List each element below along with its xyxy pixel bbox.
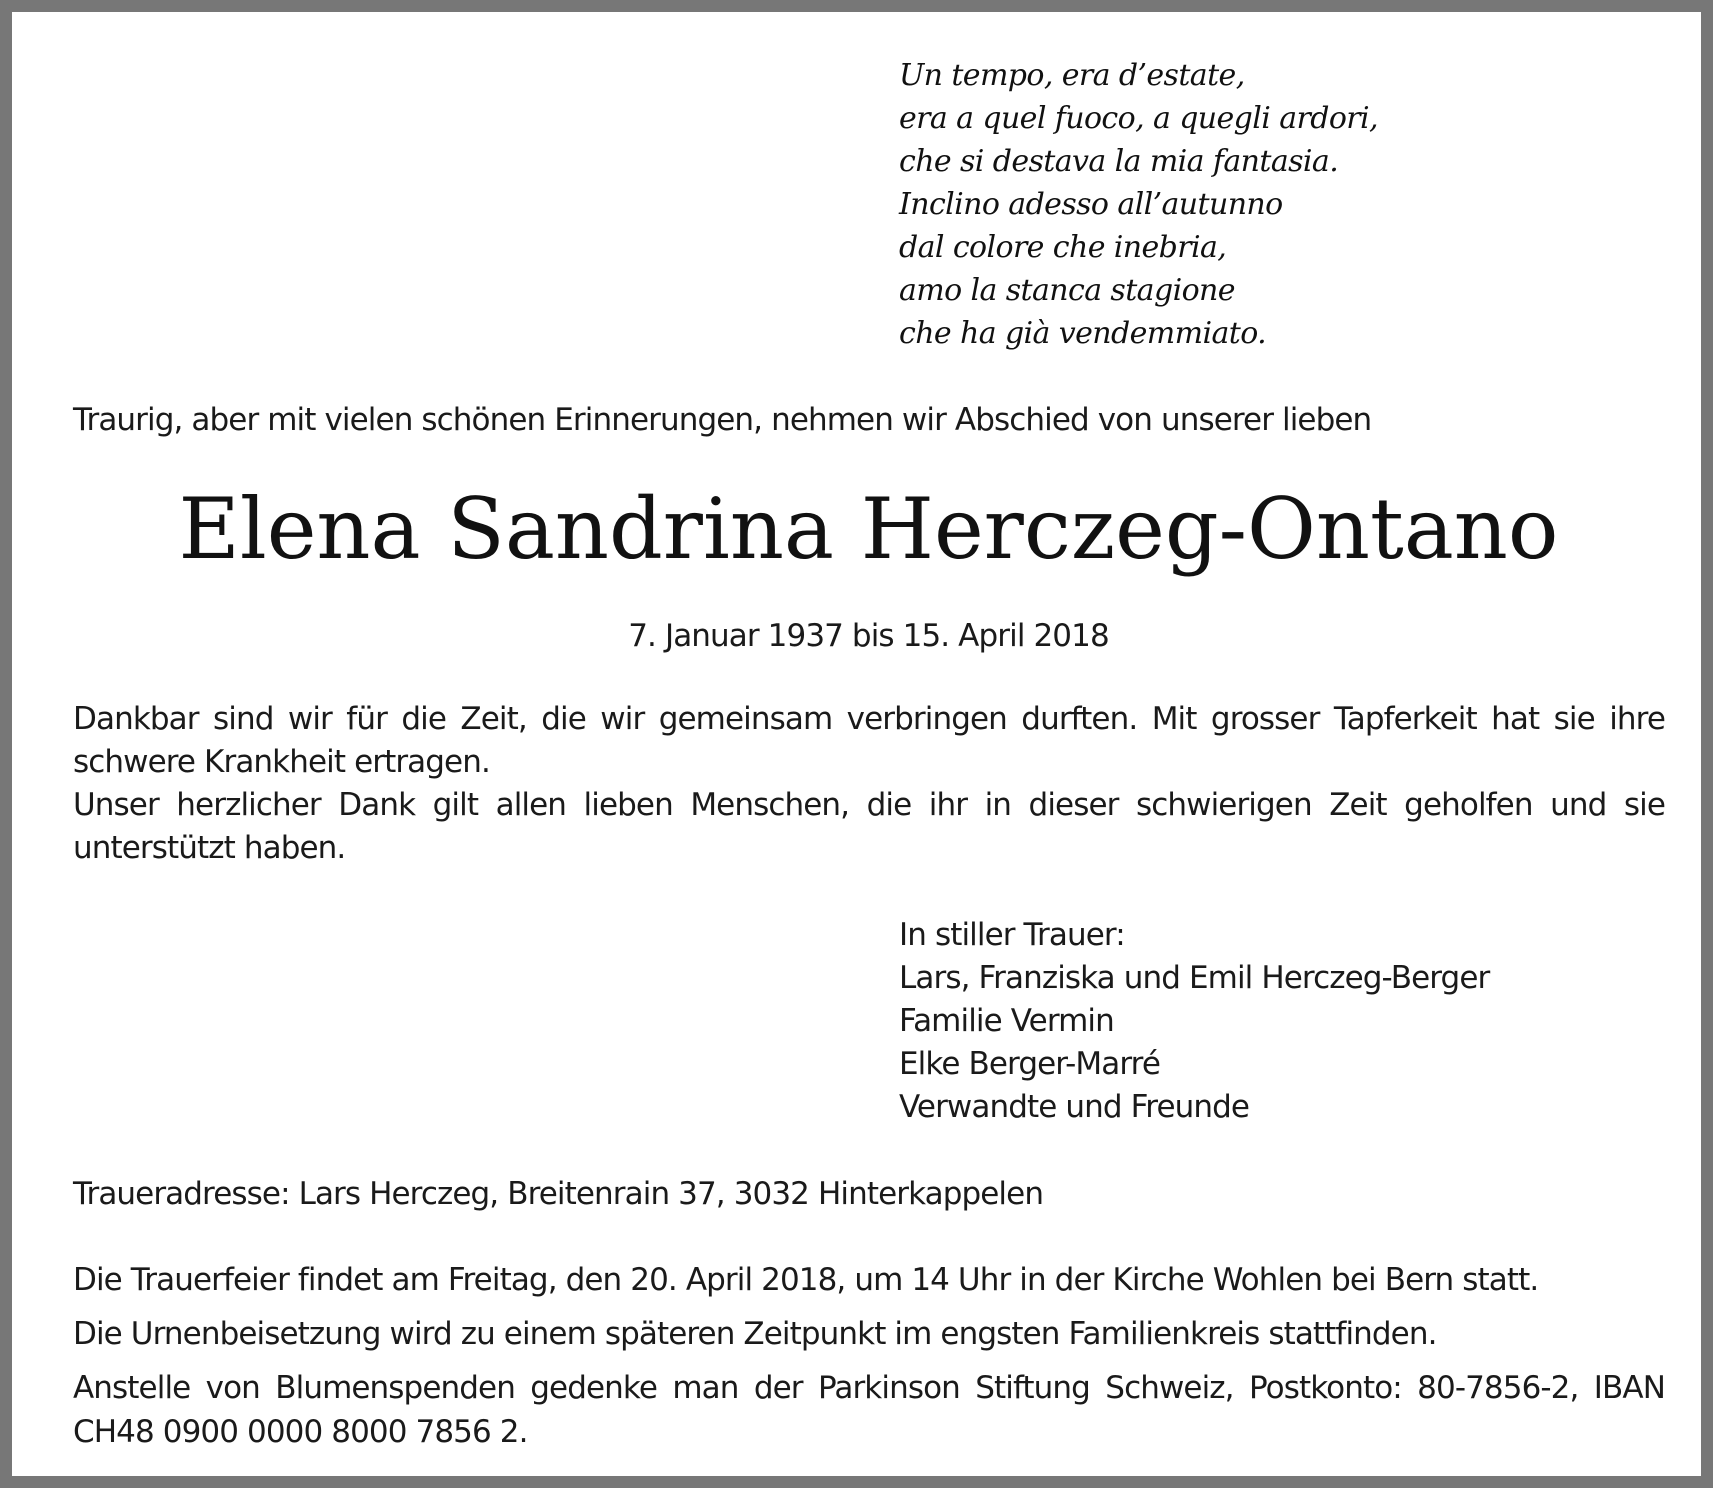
poem-line: amo la stanca stagione bbox=[899, 273, 1235, 308]
mourner-name: Verwandte und Freunde bbox=[899, 1089, 1250, 1125]
poem-line: Inclino adesso all’autunno bbox=[899, 187, 1283, 222]
mourner-name: Elke Berger-Marré bbox=[899, 1046, 1160, 1082]
life-dates: 7. Januar 1937 bis 15. April 2018 bbox=[628, 618, 1109, 654]
poem-line: dal colore che inebria, bbox=[899, 230, 1227, 265]
mourning-address: Traueradresse: Lars Herczeg, Breitenrain 37, 3032 Hinterkappelen bbox=[73, 1176, 1044, 1212]
poem-line: che ha già vendemmiato. bbox=[899, 316, 1267, 351]
intro-text: Traurig, aber mit vielen schönen Erinnerungen, nehmen wir Abschied von unserer lieben bbox=[73, 402, 1372, 438]
mourner-name: Familie Vermin bbox=[899, 1003, 1114, 1039]
mourners-block bbox=[899, 914, 1489, 1129]
deceased-name: Elena Sandrina Herczeg-Ontano bbox=[178, 480, 1559, 578]
ceremony-notice: Die Trauerfeier findet am Freitag, den 20. April 2018, um 14 Uhr in der Kirche Wohlen bei Bern statt. bbox=[73, 1262, 1539, 1298]
poem-line: era a quel fuoco, a quegli ardori, bbox=[899, 101, 1378, 136]
poem bbox=[899, 54, 1378, 355]
poem-line: che si destava la mia fantasia. bbox=[899, 144, 1339, 179]
donation-notice: Anstelle von Blumenspenden gedenke man der Parkinson Stiftung Schweiz, Postkonto: 80-7856-2, IBAN CH48 0900 0000 8000 7856 2. bbox=[73, 1370, 1665, 1450]
thanks-paragraph: Unser herzlicher Dank gilt allen lieben Menschen, die ihr in dieser schwierigen Zeit geholfen und sie unterstützt haben. bbox=[73, 787, 1665, 866]
gratitude-paragraph: Dankbar sind wir für die Zeit, die wir gemeinsam verbringen durften. Mit grosser Tapferkeit hat sie ihre schwere Krankheit ertragen. bbox=[73, 701, 1665, 780]
burial-notice: Die Urnenbeisetzung wird zu einem späteren Zeitpunkt im engsten Familienkreis stattfinden. bbox=[73, 1316, 1437, 1352]
poem-line: Un tempo, era d’estate, bbox=[899, 58, 1245, 93]
mourners-heading: In stiller Trauer: bbox=[899, 917, 1125, 953]
mourner-name: Lars, Franziska und Emil Herczeg-Berger bbox=[899, 960, 1490, 996]
